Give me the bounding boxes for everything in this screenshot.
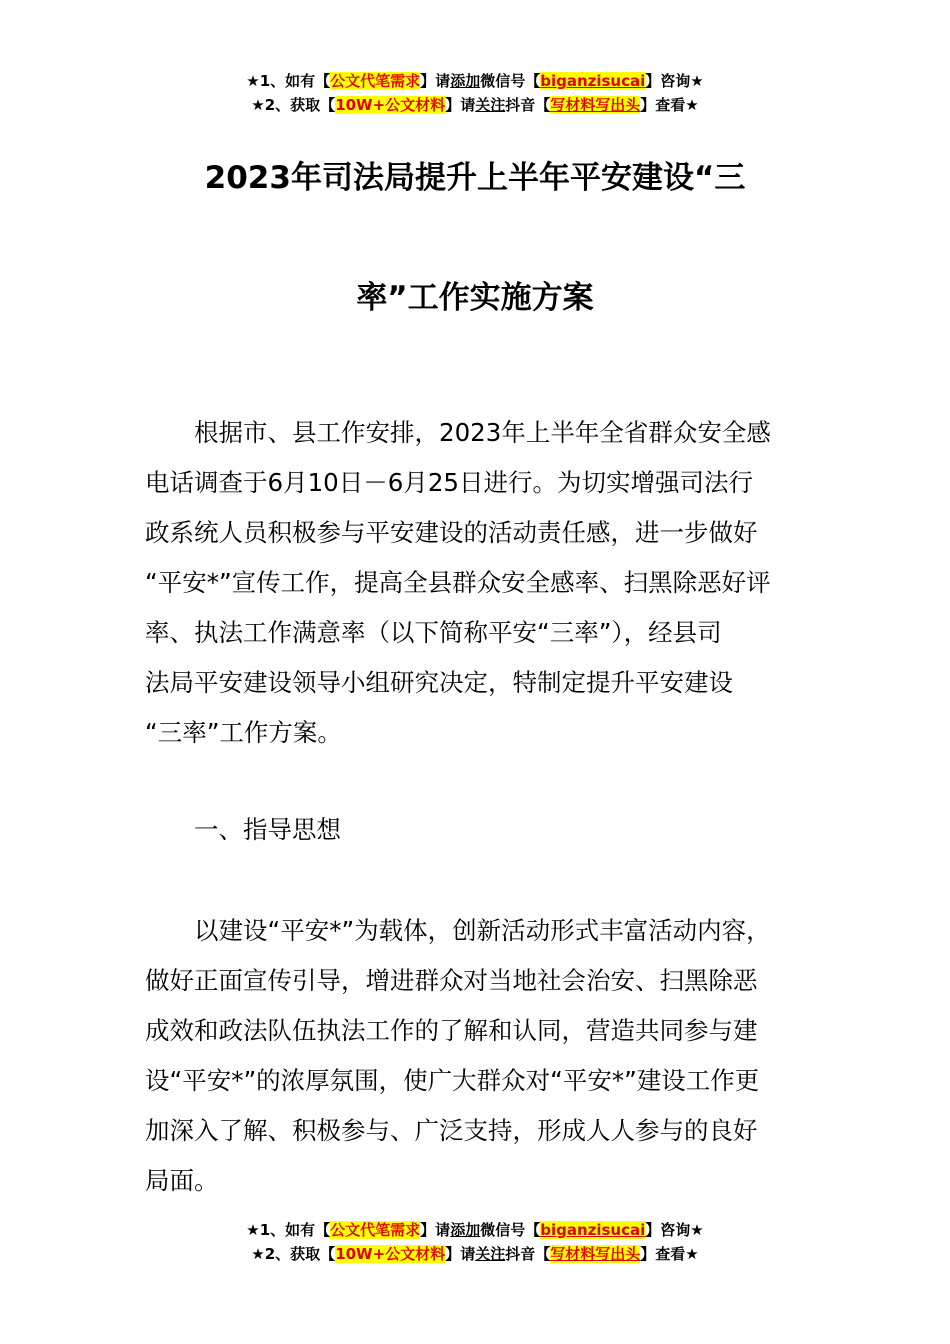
banner-text: 抖音【 bbox=[505, 96, 551, 114]
banner-text: 】请 bbox=[445, 96, 476, 114]
text-line: 成效和政法队伍执法工作的了解和认同，营造共同参与建 bbox=[145, 1016, 758, 1045]
text-line: 率、执法工作满意率（以下简称平安“三率”），经县司 bbox=[145, 618, 722, 647]
banner-line-2 bbox=[0, 1242, 950, 1266]
banner-text: ★2、获取【 bbox=[251, 1245, 336, 1263]
text-line: 做好正面宣传引导，增进群众对当地社会治安、扫黑除恶 bbox=[145, 966, 758, 995]
banner-text: 关注 bbox=[475, 1245, 506, 1263]
banner-line-1 bbox=[0, 69, 950, 93]
text-line: 加深入了解、积极参与、广泛支持，形成人人参与的良好 bbox=[145, 1116, 758, 1145]
banner-text: 】查看★ bbox=[640, 1245, 699, 1263]
paragraph-intro bbox=[145, 408, 807, 758]
douyin-id: 写材料写出头 bbox=[550, 1245, 641, 1263]
douyin-id: 写材料写出头 bbox=[550, 96, 641, 114]
wechat-id: biganzisucai bbox=[540, 72, 646, 90]
banner-text: 】请 bbox=[445, 1245, 476, 1263]
banner-text: 微信号【 bbox=[480, 1221, 541, 1239]
top-banner bbox=[0, 69, 950, 117]
highlight-text: 公文代笔需求 bbox=[330, 72, 421, 90]
banner-text: ★1、如有【 bbox=[246, 72, 331, 90]
highlight-text: 10W+公文材料 bbox=[335, 1245, 446, 1263]
banner-text: ★1、如有【 bbox=[246, 1221, 331, 1239]
highlight-text: 10W+公文材料 bbox=[335, 96, 446, 114]
highlight-text: 公文代笔需求 bbox=[330, 1221, 421, 1239]
banner-text: 】咨询★ bbox=[645, 1221, 704, 1239]
section-heading bbox=[145, 805, 807, 855]
page-title-line-1: 2023年司法局提升上半年平安建设“三 bbox=[204, 160, 746, 196]
text-line: “三率”工作方案。 bbox=[145, 718, 342, 747]
banner-text: 】咨询★ bbox=[645, 72, 704, 90]
banner-line-1 bbox=[0, 1218, 950, 1242]
banner-line-2 bbox=[0, 93, 950, 117]
bottom-banner bbox=[0, 1218, 950, 1266]
text-line: 局面。 bbox=[145, 1166, 219, 1195]
page-title-line-2: 率”工作实施方案 bbox=[356, 280, 594, 316]
text-line: 以建设“平安*”为载体，创新活动形式丰富活动内容， bbox=[145, 916, 771, 945]
text-line: 设“平安*”的浓厚氛围，使广大群众对“平安*”建设工作更 bbox=[145, 1066, 760, 1095]
heading-text: 一、指导思想 bbox=[145, 815, 341, 844]
banner-text: 微信号【 bbox=[480, 72, 541, 90]
text-line: “平安*”宣传工作，提高全县群众安全感率、扫黑除恶好评 bbox=[145, 568, 771, 597]
banner-text: 】请 bbox=[420, 1221, 451, 1239]
banner-text: 抖音【 bbox=[505, 1245, 551, 1263]
banner-text: 添加 bbox=[450, 72, 481, 90]
banner-text: 关注 bbox=[475, 96, 506, 114]
text-line: 根据市、县工作安排，2023年上半年全省群众安全感 bbox=[145, 418, 771, 447]
paragraph-guiding-ideology bbox=[145, 906, 807, 1206]
text-line: 政系统人员积极参与平安建设的活动责任感，进一步做好 bbox=[145, 518, 758, 547]
banner-text: 】查看★ bbox=[640, 96, 699, 114]
text-line: 电话调查于6月10日－6月25日进行。为切实增强司法行 bbox=[145, 468, 754, 497]
wechat-id: biganzisucai bbox=[540, 1221, 646, 1239]
banner-text: 】请 bbox=[420, 72, 451, 90]
banner-text: ★2、获取【 bbox=[251, 96, 336, 114]
text-line: 法局平安建设领导小组研究决定，特制定提升平安建设 bbox=[145, 668, 733, 697]
banner-text: 添加 bbox=[450, 1221, 481, 1239]
